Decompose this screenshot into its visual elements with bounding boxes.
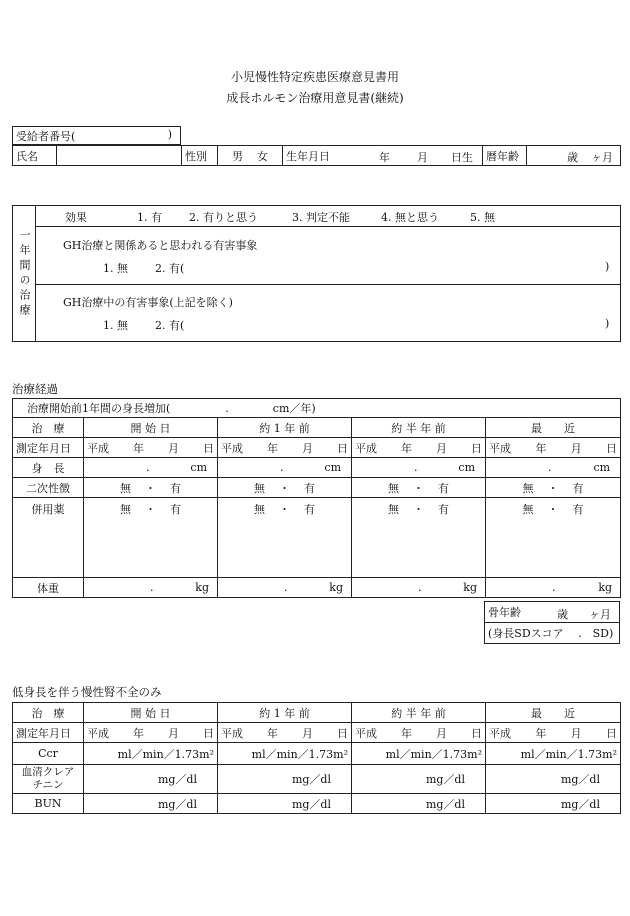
adverse-related-label: GH治療と関係あると思われる有害事象 bbox=[63, 239, 258, 252]
dob-label: 生年月日 bbox=[286, 149, 330, 163]
unit-kg: kg bbox=[463, 581, 477, 594]
day-label: 日 bbox=[337, 441, 348, 455]
height-gain-field[interactable]: 治療開始前1年間の身長増加( . cm／年) bbox=[13, 399, 621, 418]
adverse-related-none[interactable]: 1. 無 bbox=[103, 262, 128, 275]
renal-date-start[interactable] bbox=[84, 723, 218, 743]
era-label: 平成 bbox=[87, 441, 109, 455]
age-years: 歳 bbox=[567, 151, 578, 164]
era-label: 平成 bbox=[221, 441, 243, 455]
sd-score-field[interactable]: (身長SDスコア . SD) bbox=[485, 623, 620, 644]
adverse-other-none[interactable]: 1. 無 bbox=[103, 319, 128, 332]
course-date-1y[interactable] bbox=[218, 438, 352, 458]
era-label: 平成 bbox=[355, 726, 377, 740]
renal-date-1y[interactable] bbox=[218, 723, 352, 743]
decimal-dot: . bbox=[280, 461, 284, 474]
recipient-number-field[interactable] bbox=[13, 127, 181, 145]
document-title: 小児慢性特定疾患医療意見書用 bbox=[230, 70, 399, 84]
name-field[interactable] bbox=[57, 146, 182, 166]
separator-dot: ・ bbox=[413, 503, 424, 516]
dob-field[interactable] bbox=[283, 146, 483, 166]
option-none[interactable]: 無 bbox=[522, 503, 534, 516]
effect-option-5[interactable]: 5. 無 bbox=[470, 211, 495, 224]
option-yes[interactable]: 有 bbox=[438, 503, 449, 516]
course-row-weight-label: 体重 bbox=[13, 578, 84, 598]
month-label: 月 bbox=[302, 726, 313, 740]
dob-day: 日生 bbox=[451, 151, 473, 164]
creatinine-start[interactable]: mg／dl bbox=[84, 765, 218, 794]
course-row-height-label: 身 長 bbox=[13, 458, 84, 478]
decimal-dot: . bbox=[146, 461, 150, 474]
year-label: 年 bbox=[267, 441, 278, 455]
effect-label: 効果 bbox=[65, 211, 87, 224]
meds-recent[interactable] bbox=[486, 498, 621, 578]
recipient-number-box bbox=[12, 126, 181, 145]
decimal-dot: . bbox=[284, 581, 288, 594]
renal-row-bun-label: BUN bbox=[13, 794, 84, 814]
effect-option-2[interactable]: 2. 有りと思う bbox=[189, 211, 258, 224]
course-table bbox=[12, 398, 621, 598]
sex-dev-recent[interactable] bbox=[486, 478, 621, 498]
option-none[interactable]: 無 bbox=[254, 503, 265, 516]
one-year-treatment-block bbox=[12, 205, 621, 342]
day-label: 日 bbox=[605, 726, 617, 740]
effect-option-1[interactable]: 1. 有 bbox=[137, 211, 162, 224]
option-none[interactable]: 無 bbox=[522, 481, 534, 495]
renal-col-1y: 約 1 年 前 bbox=[218, 703, 352, 723]
era-label: 平成 bbox=[87, 726, 109, 740]
renal-col-start: 開 始 日 bbox=[84, 703, 218, 723]
year-label: 年 bbox=[401, 441, 412, 455]
year-label: 年 bbox=[133, 441, 144, 455]
renal-table bbox=[12, 702, 621, 814]
option-yes[interactable]: 有 bbox=[304, 481, 315, 495]
ccr-half[interactable]: ml／min／1.73m² bbox=[352, 743, 486, 765]
course-date-start[interactable] bbox=[84, 438, 218, 458]
renal-row-ccr-label: Ccr bbox=[13, 743, 84, 765]
renal-row-date-label: 測定年月日 bbox=[13, 723, 84, 743]
unit-kg: kg bbox=[598, 581, 613, 594]
renal-col-treatment: 治 療 bbox=[13, 703, 84, 723]
bone-age-years: 歳 bbox=[557, 608, 568, 621]
separator-dot: ・ bbox=[279, 481, 290, 495]
decimal-dot: . bbox=[548, 461, 552, 474]
course-row-meds-label: 併用薬 bbox=[13, 498, 84, 578]
sex-dev-1y[interactable] bbox=[218, 478, 352, 498]
option-yes[interactable]: 有 bbox=[572, 481, 584, 495]
bone-age-months: ヶ月 bbox=[589, 608, 611, 621]
decimal-dot: . bbox=[414, 461, 418, 474]
height-recent[interactable] bbox=[486, 458, 621, 478]
course-date-recent[interactable] bbox=[486, 438, 621, 458]
adverse-other-label: GH治療中の有害事象(上記を除く) bbox=[63, 296, 233, 309]
month-label: 月 bbox=[436, 726, 447, 740]
separator-dot: ・ bbox=[547, 481, 559, 495]
option-yes[interactable]: 有 bbox=[170, 503, 181, 516]
separator-dot: ・ bbox=[413, 481, 424, 495]
sex-female[interactable]: 女 bbox=[257, 149, 268, 163]
effect-option-3[interactable]: 3. 判定不能 bbox=[292, 211, 350, 224]
one-year-side-label: 一年間の治療 bbox=[18, 228, 31, 319]
course-col-half: 約 半 年 前 bbox=[352, 418, 486, 438]
recipient-number-close: ) bbox=[167, 127, 172, 141]
month-label: 月 bbox=[570, 441, 582, 455]
unit-cm: cm bbox=[458, 461, 475, 474]
option-yes[interactable]: 有 bbox=[304, 503, 315, 516]
course-col-recent: 最 近 bbox=[486, 418, 621, 438]
name-label: 氏名 bbox=[13, 146, 57, 166]
year-label: 年 bbox=[133, 726, 144, 740]
sex-male[interactable]: 男 bbox=[232, 149, 243, 163]
bun-half[interactable]: mg／dl bbox=[352, 794, 486, 814]
creatinine-recent[interactable]: mg／dl bbox=[486, 765, 621, 794]
year-label: 年 bbox=[401, 726, 412, 740]
renal-date-half[interactable] bbox=[352, 723, 486, 743]
day-label: 日 bbox=[337, 726, 348, 740]
course-row-date-label: 測定年月日 bbox=[13, 438, 84, 458]
option-yes[interactable]: 有 bbox=[438, 481, 449, 495]
month-label: 月 bbox=[168, 726, 179, 740]
course-date-half[interactable] bbox=[352, 438, 486, 458]
separator-dot: ・ bbox=[279, 503, 290, 516]
bone-age-field[interactable] bbox=[485, 602, 620, 623]
age-months: ヶ月 bbox=[591, 151, 613, 164]
ccr-recent[interactable]: ml／min／1.73m² bbox=[486, 743, 621, 765]
sex-options[interactable] bbox=[218, 146, 283, 166]
renal-col-half: 約 半 年 前 bbox=[352, 703, 486, 723]
course-section-title: 治療経過 bbox=[12, 382, 58, 396]
meds-half[interactable] bbox=[352, 498, 486, 578]
document-subtitle: 成長ホルモン治療用意見書(継続) bbox=[226, 91, 404, 105]
decimal-dot: . bbox=[552, 581, 556, 594]
month-label: 月 bbox=[168, 441, 179, 455]
separator-dot: ・ bbox=[145, 503, 156, 516]
unit-kg: kg bbox=[195, 581, 209, 594]
height-half[interactable] bbox=[352, 458, 486, 478]
creatinine-1y[interactable]: mg／dl bbox=[218, 765, 352, 794]
option-yes[interactable]: 有 bbox=[170, 481, 181, 495]
meds-start[interactable] bbox=[84, 498, 218, 578]
effect-option-4[interactable]: 4. 無と思う bbox=[381, 211, 439, 224]
unit-cm: cm bbox=[593, 461, 611, 474]
unit-cm: cm bbox=[190, 461, 207, 474]
course-row-sex-label: 二次性徴 bbox=[13, 478, 84, 498]
adverse-related-close: ) bbox=[605, 260, 610, 273]
unit-cm: cm bbox=[324, 461, 341, 474]
meds-1y[interactable] bbox=[218, 498, 352, 578]
course-col-treatment: 治 療 bbox=[13, 418, 84, 438]
sex-dev-start[interactable] bbox=[84, 478, 218, 498]
option-none[interactable]: 無 bbox=[254, 481, 265, 495]
height-start[interactable] bbox=[84, 458, 218, 478]
day-label: 日 bbox=[606, 441, 618, 455]
option-none[interactable]: 無 bbox=[120, 481, 131, 495]
day-label: 日 bbox=[203, 726, 214, 740]
separator-dot: ・ bbox=[145, 481, 156, 495]
year-label: 年 bbox=[535, 726, 547, 740]
renal-section-title: 低身長を伴う慢性腎不全のみ bbox=[12, 685, 162, 699]
adverse-related-yes[interactable]: 2. 有( bbox=[155, 262, 185, 275]
month-label: 月 bbox=[570, 726, 582, 740]
era-label: 平成 bbox=[489, 441, 511, 455]
age-label: 暦年齢 bbox=[483, 146, 527, 166]
sex-dev-half[interactable] bbox=[352, 478, 486, 498]
bun-recent[interactable]: mg／dl bbox=[486, 794, 621, 814]
era-label: 平成 bbox=[489, 726, 511, 740]
bun-start[interactable]: mg／dl bbox=[84, 794, 218, 814]
unit-kg: kg bbox=[329, 581, 343, 594]
adverse-other-close: ) bbox=[605, 317, 610, 330]
weight-half[interactable] bbox=[352, 578, 486, 598]
month-label: 月 bbox=[302, 441, 313, 455]
era-label: 平成 bbox=[221, 726, 243, 740]
day-label: 日 bbox=[471, 441, 482, 455]
renal-row-creatinine-label: 血清クレア チニン bbox=[13, 765, 84, 794]
dob-year: 年 bbox=[379, 151, 390, 164]
era-label: 平成 bbox=[355, 441, 377, 455]
weight-1y[interactable] bbox=[218, 578, 352, 598]
recipient-number-label: 受給者番号( bbox=[16, 129, 76, 143]
year-label: 年 bbox=[267, 726, 278, 740]
separator-dot: ・ bbox=[547, 503, 559, 516]
month-label: 月 bbox=[436, 441, 447, 455]
course-col-start: 開 始 日 bbox=[84, 418, 218, 438]
option-none[interactable]: 無 bbox=[388, 503, 399, 516]
weight-recent[interactable] bbox=[486, 578, 621, 598]
option-yes[interactable]: 有 bbox=[572, 503, 584, 516]
renal-date-recent[interactable] bbox=[486, 723, 621, 743]
day-label: 日 bbox=[203, 441, 214, 455]
patient-info-row bbox=[12, 145, 621, 166]
ccr-start[interactable]: ml／min／1.73m² bbox=[84, 743, 218, 765]
adverse-other-yes[interactable]: 2. 有( bbox=[155, 319, 185, 332]
renal-col-recent: 最 近 bbox=[486, 703, 621, 723]
one-year-side-label-cell bbox=[13, 206, 36, 341]
decimal-dot: . bbox=[150, 581, 154, 594]
bone-age-box bbox=[484, 601, 620, 644]
year-label: 年 bbox=[535, 441, 547, 455]
decimal-dot: . bbox=[418, 581, 422, 594]
creatinine-half[interactable]: mg／dl bbox=[352, 765, 486, 794]
course-col-1y: 約 1 年 前 bbox=[218, 418, 352, 438]
divider-line bbox=[36, 226, 620, 227]
option-none[interactable]: 無 bbox=[388, 481, 399, 495]
bun-1y[interactable]: mg／dl bbox=[218, 794, 352, 814]
bone-age-label: 骨年齢 bbox=[488, 606, 521, 619]
divider-line bbox=[36, 284, 620, 285]
height-1y[interactable] bbox=[218, 458, 352, 478]
age-field[interactable] bbox=[527, 146, 621, 166]
weight-start[interactable] bbox=[84, 578, 218, 598]
dob-month: 月 bbox=[417, 151, 428, 164]
day-label: 日 bbox=[471, 726, 482, 740]
ccr-1y[interactable]: ml／min／1.73m² bbox=[218, 743, 352, 765]
sex-label: 性別 bbox=[182, 146, 218, 166]
option-none[interactable]: 無 bbox=[120, 503, 131, 516]
